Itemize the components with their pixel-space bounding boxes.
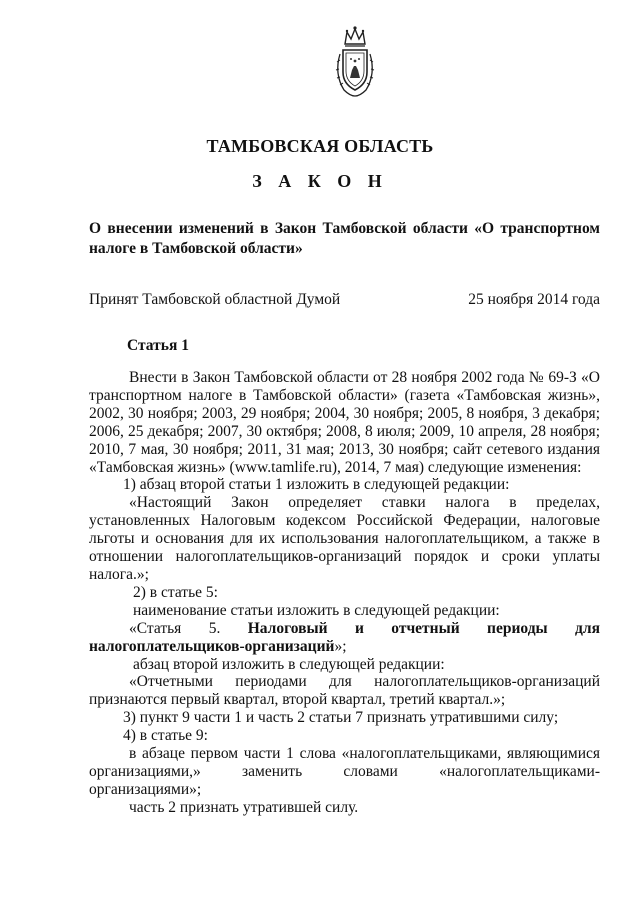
amendment-item-4-a: в абзаце первом части 1 слова «налогоплательщиками, являющимися организациями,» заменить словами «налогоплательщиками-организациями»; xyxy=(89,745,600,798)
law-subject: О внесении изменений в Закон Тамбовской области «О транспортном налоге в Тамбовской области» xyxy=(89,220,600,257)
heading-bold-text: Налоговый и отчетный периоды для налогоплательщиков-организаций xyxy=(89,619,600,655)
heading-prefix: «Статья 5. xyxy=(129,619,248,637)
article-heading: Статья 1 xyxy=(127,337,189,354)
adoption-line xyxy=(89,290,600,310)
article-body xyxy=(89,369,600,817)
amendment-item-1: 1) абзац второй статьи 1 изложить в следующей редакции: xyxy=(123,476,510,494)
amendment-item-1-text: «Настоящий Закон определяет ставки налога в пределах, установленных Налоговым кодексом Российской Федерации, налоговые льготы и основания для их использования налогоплательщиком, а также в отношении налогоплательщиков-организаций порядок и сроки уплаты налога.»; xyxy=(89,494,600,583)
amendment-item-3: 3) пункт 9 части 1 и часть 2 статьи 7 признать утратившими силу; xyxy=(123,709,559,727)
heading-suffix: »; xyxy=(334,637,347,655)
amendment-item-2-a: наименование статьи изложить в следующей редакции: xyxy=(133,601,500,619)
adopted-by: Принят Тамбовской областной Думой xyxy=(89,291,341,308)
region-title: ТАМБОВСКАЯ ОБЛАСТЬ xyxy=(206,136,434,156)
amendment-item-2-heading xyxy=(89,620,600,656)
document-type-title: З А К О Н xyxy=(252,171,388,191)
amendment-item-4: 4) в статье 9: xyxy=(123,727,208,745)
amendment-item-2: 2) в статье 5: xyxy=(133,583,218,601)
coat-of-arms-icon xyxy=(330,24,380,98)
amendment-item-4-b: часть 2 признать утратившей силу. xyxy=(129,798,359,816)
amendment-item-2-b: абзац второй изложить в следующей редакции: xyxy=(133,655,445,673)
adoption-date: 25 ноября 2014 года xyxy=(468,291,600,308)
amendment-item-2-b-text: «Отчетными периодами для налогоплательщиков-организаций признаются первый квартал, второй квартал, третий квартал.»; xyxy=(89,673,600,709)
article-intro: Внести в Закон Тамбовской области от 28 ноября 2002 года № 69-З «О транспортном налоге в Тамбовской области» (газета «Тамбовская жизнь», 2002, 30 ноября; 2003, 29 ноября; 2004, 30 ноября; 2005, 8 ноября, 3 декабря; 2006, 25 декабря; 2007, 30 октября; 2008, 8 июля; 2009, 10 апреля, 28 ноября; 2010, 7 мая, 30 ноября; 2011, 31 мая; 2013, 30 ноября; сайт сетевого издания «Тамбовская жизнь» (www.tamlife.ru), 2014, 7 мая) следующие изменения: xyxy=(89,369,600,476)
